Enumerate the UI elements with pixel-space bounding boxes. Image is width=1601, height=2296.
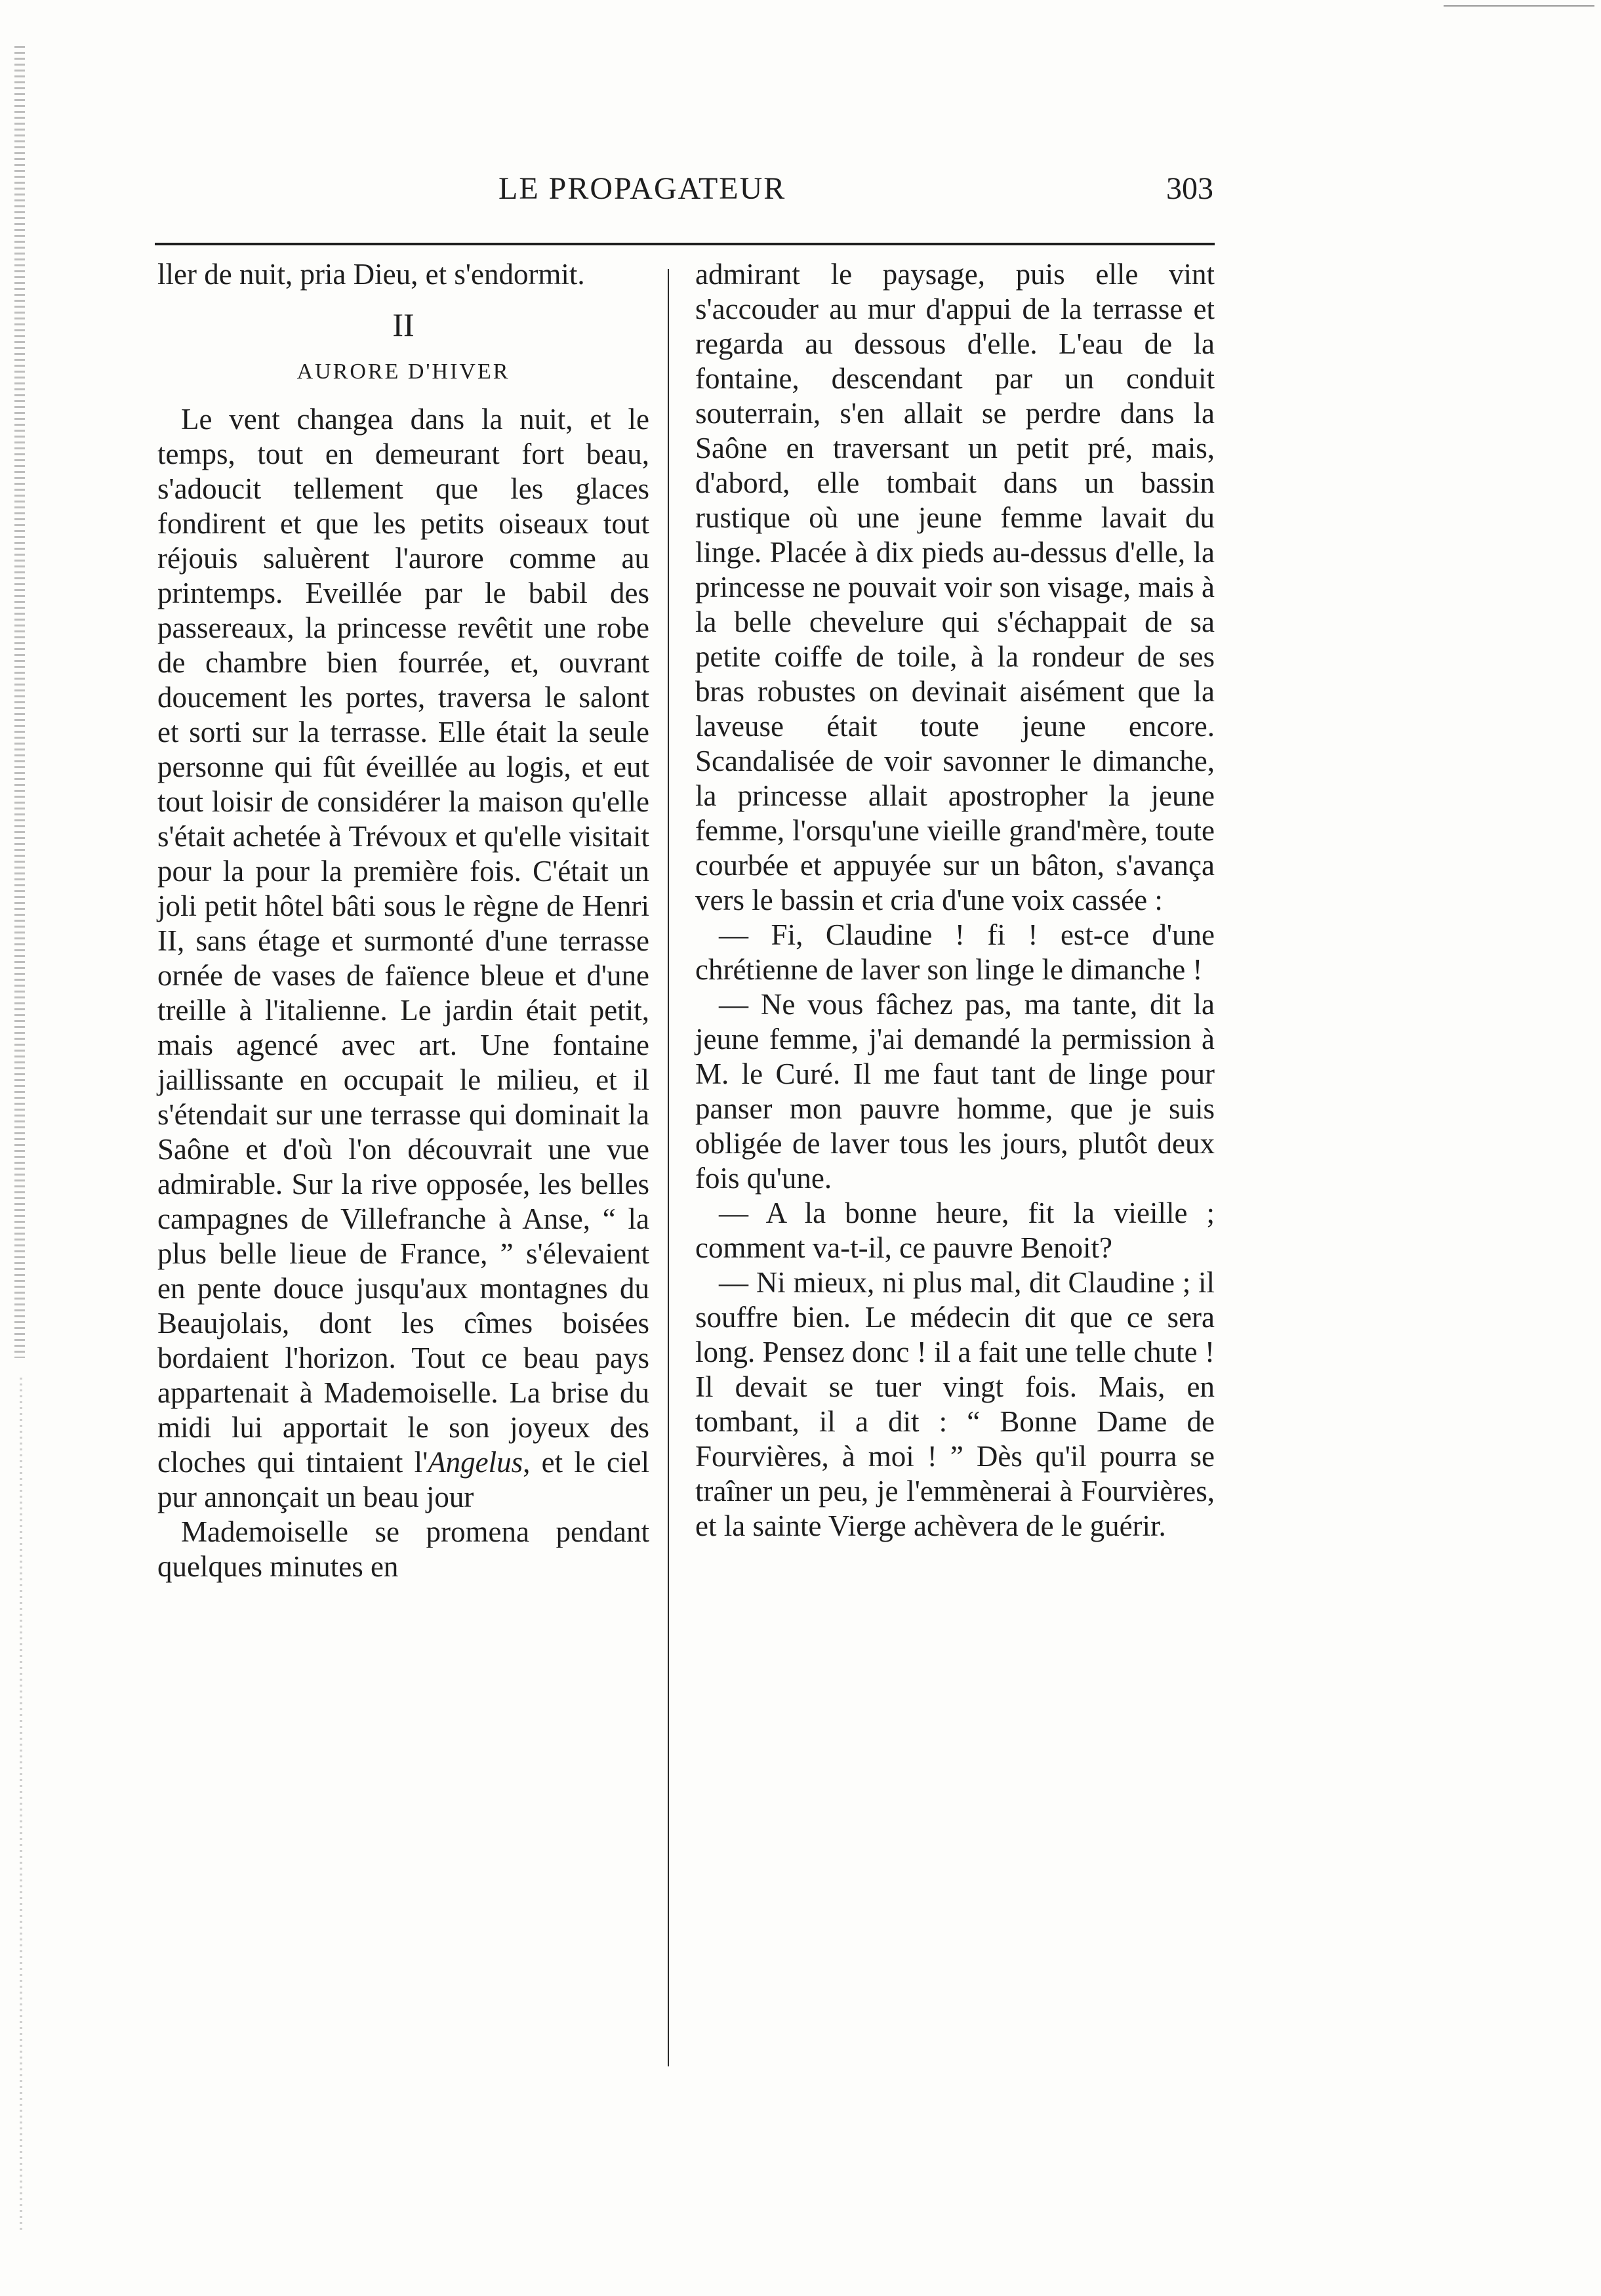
page-number: 303 <box>1166 171 1213 206</box>
binding-edge <box>14 46 25 1358</box>
header-rule <box>155 243 1215 245</box>
paragraph-continuation: ller de nuit, pria Dieu, et s'endormit. <box>157 258 585 291</box>
paragraph-dialogue-fi: — Fi, Claudine ! fi ! est-ce d'une chrétienne de laver son linge le dimanche ! <box>695 918 1215 986</box>
chapter-title: AURORE D'HIVER <box>296 359 510 384</box>
left-column <box>157 257 649 1584</box>
paragraph-dialogue-bonne-heure: — A la bonne heure, fit la vieille ; comment va-t-il, ce pauvre Benoit? <box>695 1197 1215 1264</box>
right-column <box>695 257 1215 1544</box>
paragraph-dialogue-ni-mieux: — Ni mieux, ni plus mal, dit Claudine ; il souffre bien. Le médecin dit que ce sera long. Pensez donc ! il a fait une telle chute ! Il devait se tuer vingt fois. Mais, en tombant, il a dit : “ Bonne Dame de Fourvières, à moi ! ” Dès qu'il pourra se traîner un peu, je l'emmènerai à Fourvières, et la sainte Vierge achèvera de le guérir. <box>695 1266 1215 1542</box>
angelus-word: Angelus <box>428 1446 523 1479</box>
paragraph-wind-end: , et le ciel pur annonçait un beau jour <box>157 1446 649 1513</box>
paragraph-landscape: admirant le paysage, puis elle vint s'accouder au mur d'appui de la terrasse et regarda au dessous d'elle. L'eau de la fontaine, descendant par un conduit souterrain, s'en allait se perdre dans la Saône en traversant un petit pré, mais, d'abord, elle tombait dans un bassin rustique où une jeune femme lavait du linge. Placée à dix pieds au-dessus d'elle, la princesse ne pouvait voir son visage, mais à la belle chevelure qui s'échappait de sa petite coiffe de toile, à la rondeur de ses bras robustes on devinait aisément que la laveuse était toute jeune encore. Scandalisée de voir savonner le dimanche, la princesse allait apostropher la jeune femme, l'orsqu'une vieille grand'mère, toute courbée et appuyée sur un bâton, s'avança vers le bassin et cria d'une voix cassée : <box>695 258 1215 916</box>
chapter-number: II <box>392 306 415 343</box>
paragraph-promenade: Mademoiselle se promena pendant quelques minutes en <box>157 1515 649 1583</box>
page-header <box>157 171 1213 223</box>
paragraph-wind-text: Le vent changea dans la nuit, et le temps, tout en demeurant fort beau, s'adoucit tellement que les glaces fondirent et que les petits oiseaux tout réjouis saluèrent l'aurore comme au printemps. Eveillée par le babil des passereaux, la princesse revêtit une robe de chambre bien fourrée, et, ouvrant doucement les portes, traversa le salont et sorti sur la terrasse. Elle était la seule personne qui fût éveillée au logis, et eut tout loisir de considérer la maison qu'elle s'était achetée à Trévoux et qu'elle visitait pour la pour la première fois. C'était un joli petit hôtel bâti sous le règne de Henri II, sans étage et surmonté d'une terrasse ornée de vases de faïence bleue et d'une treille à l'italienne. Le jardin était petit, mais agencé avec art. Une fontaine jaillissante en occupait le milieu, et il s'étendait sur une terrasse qui dominait la Saône et d'où l'on découvrait une vue admirable. Sur la rive opposée, les belles campagnes de Villefranche à Anse, “ la plus belle lieue de France, ” s'élevaient en pente douce jusqu'aux montagnes du Beaujolais, dont les cîmes boisées bordaient l'horizon. Tout ce beau pays appartenait à Mademoiselle. La brise du midi lui apportait le son joyeux des cloches qui tintaient l' <box>157 403 649 1479</box>
paragraph-dialogue-fachez: — Ne vous fâchez pas, ma tante, dit la jeune femme, j'ai demandé la permission à M. le Curé. Il me faut tant de linge pour panser mon pauvre homme, que je suis obligée de laver tous les jours, plutôt deux fois qu'une. <box>695 988 1215 1195</box>
binding-edge-lower <box>20 1378 22 2230</box>
column-divider <box>668 269 669 2066</box>
running-title: LE PROPAGATEUR <box>498 171 786 206</box>
scan-artifact <box>1444 5 1594 7</box>
paragraph-wind <box>157 402 649 1515</box>
